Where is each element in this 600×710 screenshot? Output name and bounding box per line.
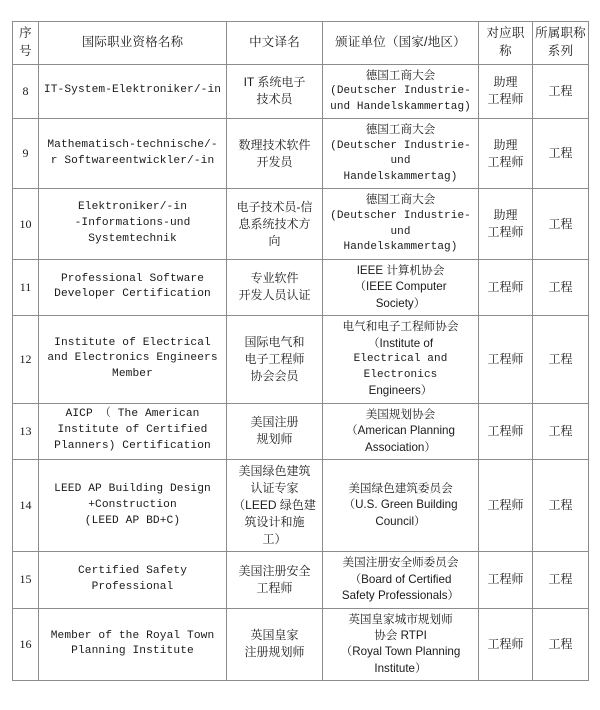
cell-qualification-name: Professional Software Developer Certification [39, 259, 227, 315]
cell-qualification-name: IT-System-Elektroniker/-in [39, 64, 227, 119]
cell-no: 12 [13, 316, 39, 404]
table-row [13, 403, 589, 459]
column-header-name: 国际职业资格名称 [39, 22, 227, 65]
cell-corresponding-title: 助理 工程师 [479, 119, 533, 189]
cell-no: 11 [13, 259, 39, 315]
cell-corresponding-title: 工程师 [479, 552, 533, 608]
cell-chinese-name: 数理技术软件 开发员 [227, 119, 323, 189]
cell-qualification-name: Mathematisch-technische/- r Softwareentwickler/-in [39, 119, 227, 189]
cell-issuer: 美国注册安全师委员会 （Board of Certified Safety Professionals） [323, 552, 479, 608]
table-body [13, 64, 589, 681]
column-header-issuer: 颁证单位（国家/地区） [323, 22, 479, 65]
cell-no: 16 [13, 608, 39, 681]
column-header-series: 所属职称系列 [533, 22, 589, 65]
cell-no: 10 [13, 189, 39, 259]
cell-no: 9 [13, 119, 39, 189]
cell-title-series: 工程 [533, 608, 589, 681]
cell-qualification-name: Institute of Electrical and Electronics Engineers Member [39, 316, 227, 404]
cell-qualification-name: Elektroniker/-in -Informations-und Systemtechnik [39, 189, 227, 259]
table-row [13, 316, 589, 404]
cell-no: 13 [13, 403, 39, 459]
cell-corresponding-title: 助理 工程师 [479, 189, 533, 259]
cell-corresponding-title: 工程师 [479, 403, 533, 459]
cell-chinese-name: IT 系统电子 技术员 [227, 64, 323, 119]
cell-corresponding-title: 工程师 [479, 608, 533, 681]
cell-corresponding-title: 工程师 [479, 460, 533, 552]
cell-title-series: 工程 [533, 460, 589, 552]
table-row [13, 259, 589, 315]
table-row [13, 64, 589, 119]
cell-chinese-name: 国际电气和 电子工程师 协会会员 [227, 316, 323, 404]
cell-qualification-name: Member of the Royal Town Planning Institute [39, 608, 227, 681]
column-header-cn-name: 中文译名 [227, 22, 323, 65]
cell-chinese-name: 美国注册 规划师 [227, 403, 323, 459]
table-row [13, 552, 589, 608]
cell-chinese-name: 美国注册安全 工程师 [227, 552, 323, 608]
cell-issuer: 美国规划协会 （American Planning Association） [323, 403, 479, 459]
cell-qualification-name: Certified Safety Professional [39, 552, 227, 608]
qualification-table [12, 21, 589, 681]
cell-title-series: 工程 [533, 189, 589, 259]
cell-title-series: 工程 [533, 552, 589, 608]
cell-chinese-name: 英国皇家 注册规划师 [227, 608, 323, 681]
cell-issuer: 美国绿色建筑委员会 （U.S. Green Building Council） [323, 460, 479, 552]
cell-issuer: IEEE 计算机协会 （IEEE Computer Society） [323, 259, 479, 315]
table-header [13, 22, 589, 65]
table-row [13, 189, 589, 259]
table-row [13, 119, 589, 189]
cell-chinese-name: 专业软件 开发人员认证 [227, 259, 323, 315]
cell-no: 14 [13, 460, 39, 552]
cell-title-series: 工程 [533, 316, 589, 404]
cell-no: 8 [13, 64, 39, 119]
cell-qualification-name: AICP （ The American Institute of Certified Planners) Certification [39, 403, 227, 459]
cell-no: 15 [13, 552, 39, 608]
cell-issuer: 德国工商大会 (Deutscher Industrie- und Handelskammertag) [323, 119, 479, 189]
table-row [13, 608, 589, 681]
cell-issuer: 电气和电子工程师协会 （Institute of Electrical and Electronics Engineers） [323, 316, 479, 404]
cell-issuer: 德国工商大会 (Deutscher Industrie- und Handelskammertag) [323, 64, 479, 119]
cell-chinese-name: 电子技术员-信 息系统技术方 向 [227, 189, 323, 259]
column-header-title: 对应职称 [479, 22, 533, 65]
table-row [13, 460, 589, 552]
cell-corresponding-title: 工程师 [479, 316, 533, 404]
cell-corresponding-title: 助理 工程师 [479, 64, 533, 119]
cell-corresponding-title: 工程师 [479, 259, 533, 315]
cell-chinese-name: 美国绿色建筑 认证专家 （LEED 绿色建 筑设计和施 工） [227, 460, 323, 552]
cell-title-series: 工程 [533, 64, 589, 119]
cell-qualification-name: LEED AP Building Design +Construction (LEED AP BD+C) [39, 460, 227, 552]
cell-title-series: 工程 [533, 119, 589, 189]
qualification-table-container [12, 21, 588, 681]
header-row [13, 22, 589, 65]
column-header-no: 序号 [13, 22, 39, 65]
cell-title-series: 工程 [533, 259, 589, 315]
cell-issuer: 英国皇家城市规划师 协会 RTPI （Royal Town Planning Institute） [323, 608, 479, 681]
cell-title-series: 工程 [533, 403, 589, 459]
cell-issuer: 德国工商大会 (Deutscher Industrie- und Handelskammertag) [323, 189, 479, 259]
